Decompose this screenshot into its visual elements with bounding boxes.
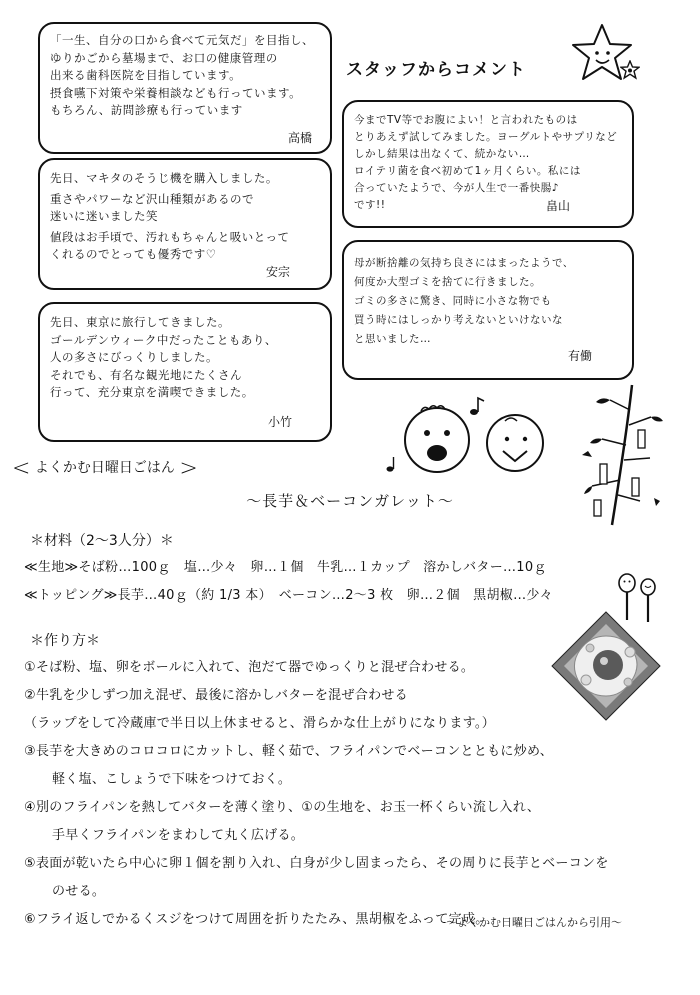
comment-signature: 畠山 [545, 199, 570, 213]
step-line: ⑤表面が乾いたら中心に卵１個を割り入れ、白身が少し固まったら、その周りに長芋とベーコンを [24, 856, 609, 871]
steps-title: ＊作り方＊ [30, 633, 100, 649]
step-line: 軽く塩、こしょうで下味をつけておく。 [52, 772, 292, 787]
comment-line: 「一生、自分の口から食べて元気だ」を目指し、 [50, 33, 314, 47]
comment-signature: 小竹 [267, 415, 292, 429]
comment-signature: 有働 [567, 349, 592, 363]
recipe-section-label: よくかむ日曜日ごはん [34, 460, 175, 476]
comment-line: 先日、マキタのそうじ機を購入しました。 [50, 171, 278, 185]
comment-line: 母が断捨離の気持ち良さにはまったようで、 [354, 257, 574, 269]
step-line: ⑥フライ返しでかるくスジをつけて周囲を折りたたみ、黒胡椒をふって完成。 [24, 912, 489, 927]
comment-line: ゆりかごから墓場まで、お口の健康管理の [50, 50, 278, 65]
music-note-icon [385, 455, 399, 473]
ingredient-line: ≪トッピング≫長芋…40ｇ（約 1/3 本） ベーコン…2〜3 枚 卵…２個 黒胡椒…少々 [24, 588, 553, 603]
step-line: ①そば粉、塩、卵をボールに入れて、泡だて器でゆっくりと混ぜ合わせる。 [24, 660, 475, 675]
music-note-icon [468, 395, 486, 417]
staff-comment-heading: スタッフからコメント [346, 60, 526, 80]
comment-line: 出来る歯科医院を目指しています。 [50, 68, 242, 82]
galette-photo [550, 610, 662, 722]
comment-signature: 高橋 [287, 131, 312, 145]
comment-line: くれるのでとっても優秀です♡ [50, 247, 217, 261]
comment-line: ロイテリ菌を食べ初めて1ヶ月くらい。私には [354, 165, 581, 177]
step-line: ②牛乳を少しずつ加え混ぜ、最後に溶かしバターを混ぜ合わせる [24, 688, 408, 703]
comment-line: 合っていたようで、今が人生で一番快腸♪ [354, 182, 559, 194]
comment-line: 人の多さにびっくりしました。 [50, 350, 218, 364]
comment-line: もちろん、訪問診療も行っています [50, 103, 243, 117]
comment-line: 重さやパワーなど沢山種類があるので [50, 191, 254, 206]
recipe-title: 〜長芋＆ベーコンガレット〜 [246, 492, 454, 510]
small-star-icon [620, 60, 640, 80]
step-line: のせる。 [52, 884, 106, 899]
comment-line: それでも、有名な観光地にたくさん [50, 367, 242, 382]
ingredients-title: ＊材料（2〜3人分）＊ [30, 533, 174, 549]
comment-line: しかし結果は出なくて、続かない… [354, 148, 530, 160]
comment-line: 買う時にはしっかり考えないといけないな [354, 314, 563, 326]
comment-line: 何度か大型ゴミを捨てに行きました。 [354, 276, 541, 288]
comment-line: 値段はお手頃で、汚れもちゃんと吸いとって [50, 229, 290, 244]
comment-line: 摂食嚥下対策や栄養相談なども行っています。 [50, 85, 302, 100]
comment-line: 行って、充分東京を満喫できました。 [50, 385, 254, 399]
step-line: ④別のフライパンを熱してバターを薄く塗り、①の生地を、お玉一杯くらい流し入れ、 [24, 800, 541, 815]
comment-line: ゴールデンウィーク中だったこともあり、 [50, 332, 277, 347]
comment-line: と思いました… [354, 333, 431, 345]
comment-line: ゴミの多さに驚き、同時に小さな物でも [354, 295, 552, 307]
comment-line: とりあえず試してみました。ヨーグルトやサプリなど [354, 131, 618, 143]
step-line: ③長芋を大きめのコロコロにカットし、軽く茹で、フライパンでベーコンとともに炒め、 [24, 744, 554, 759]
comment-signature: 安宗 [265, 265, 290, 279]
comment-line: 先日、東京に旅行してきました。 [50, 315, 230, 329]
step-line: 手早くフライパンをまわして丸く広げる。 [52, 828, 305, 843]
comment-box-hatakeyama [342, 100, 634, 228]
step-line: （ラップをして冷蔵庫で半日以上休ませると、滑らかな仕上がりになります。） [24, 716, 496, 731]
comment-box-udo [342, 240, 634, 380]
comment-line: です!! [354, 199, 386, 211]
comment-box-yasumune [38, 158, 332, 290]
comment-line: 迷いに迷いました笑 [50, 209, 158, 223]
recipe-section-header: < よくかむ日曜日ごはん > [12, 456, 198, 481]
comment-box-kotake [38, 302, 332, 442]
comment-line: 今までTV等でお腹によい！と言われたものは [354, 114, 578, 126]
recipe-source: 〜よくかむ日曜日ごはんから引用〜 [446, 916, 622, 929]
comment-box-takahashi [38, 22, 332, 154]
ingredient-line: ≪生地≫そば粉…100ｇ 塩…少々 卵…１個 牛乳…１カップ 溶かしバター…10ｇ [24, 560, 547, 575]
